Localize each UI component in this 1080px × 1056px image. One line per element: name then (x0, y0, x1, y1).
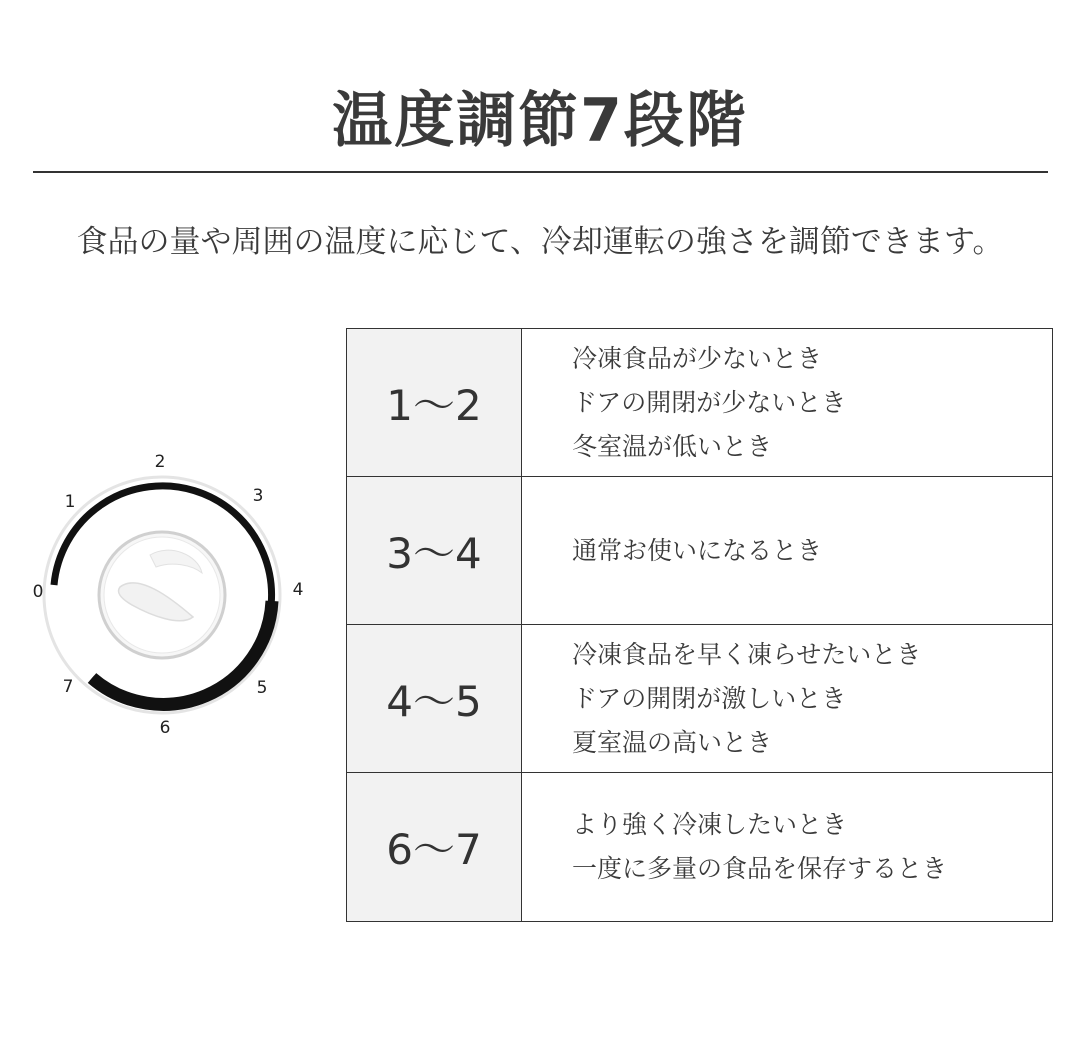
description-line: 一度に多量の食品を保存するとき (572, 854, 948, 883)
range-cell: 3～4 (347, 477, 522, 624)
description-line: 冷凍食品を早く凍らせたいとき (572, 639, 922, 669)
intro-text: 食品の量や周囲の温度に応じて、冷却運転の強さを調節できます。 (76, 224, 1004, 260)
description-line: ドアの開閉が激しいとき (572, 683, 847, 713)
range-cell: 6～7 (347, 773, 522, 921)
page-title: 温度調節7段階 (332, 86, 748, 156)
dial-label-4: 4 (292, 580, 304, 600)
table-row (347, 329, 1052, 477)
description-line: ドアの開閉が少ないとき (572, 387, 847, 417)
dial-label-6: 6 (159, 718, 171, 738)
dial-label-2: 2 (154, 452, 166, 472)
settings-table (346, 328, 1053, 922)
title-divider (33, 171, 1048, 173)
description-line: 通常お使いになるとき (572, 535, 823, 565)
dial-label-1: 1 (64, 492, 76, 512)
dial-label-0: 0 (32, 582, 44, 602)
description-line: より強く冷凍したいとき (572, 810, 848, 839)
thermostat-dial-icon (20, 445, 320, 745)
table-row (347, 773, 1052, 921)
description-cell (522, 329, 1052, 476)
description-line: 冬室温が低いとき (572, 431, 773, 461)
description-cell (522, 773, 1052, 921)
dial-label-5: 5 (256, 678, 268, 698)
table-row (347, 625, 1052, 773)
range-cell: 1～2 (347, 329, 522, 476)
range-cell: 4～5 (347, 625, 522, 772)
description-line: 冷凍食品が少ないとき (572, 343, 823, 373)
description-line: 夏室温の高いとき (572, 727, 773, 757)
dial-label-7: 7 (62, 677, 74, 697)
dial-label-3: 3 (252, 486, 264, 506)
description-cell (522, 477, 1052, 624)
table-row (347, 477, 1052, 625)
description-cell (522, 625, 1052, 772)
